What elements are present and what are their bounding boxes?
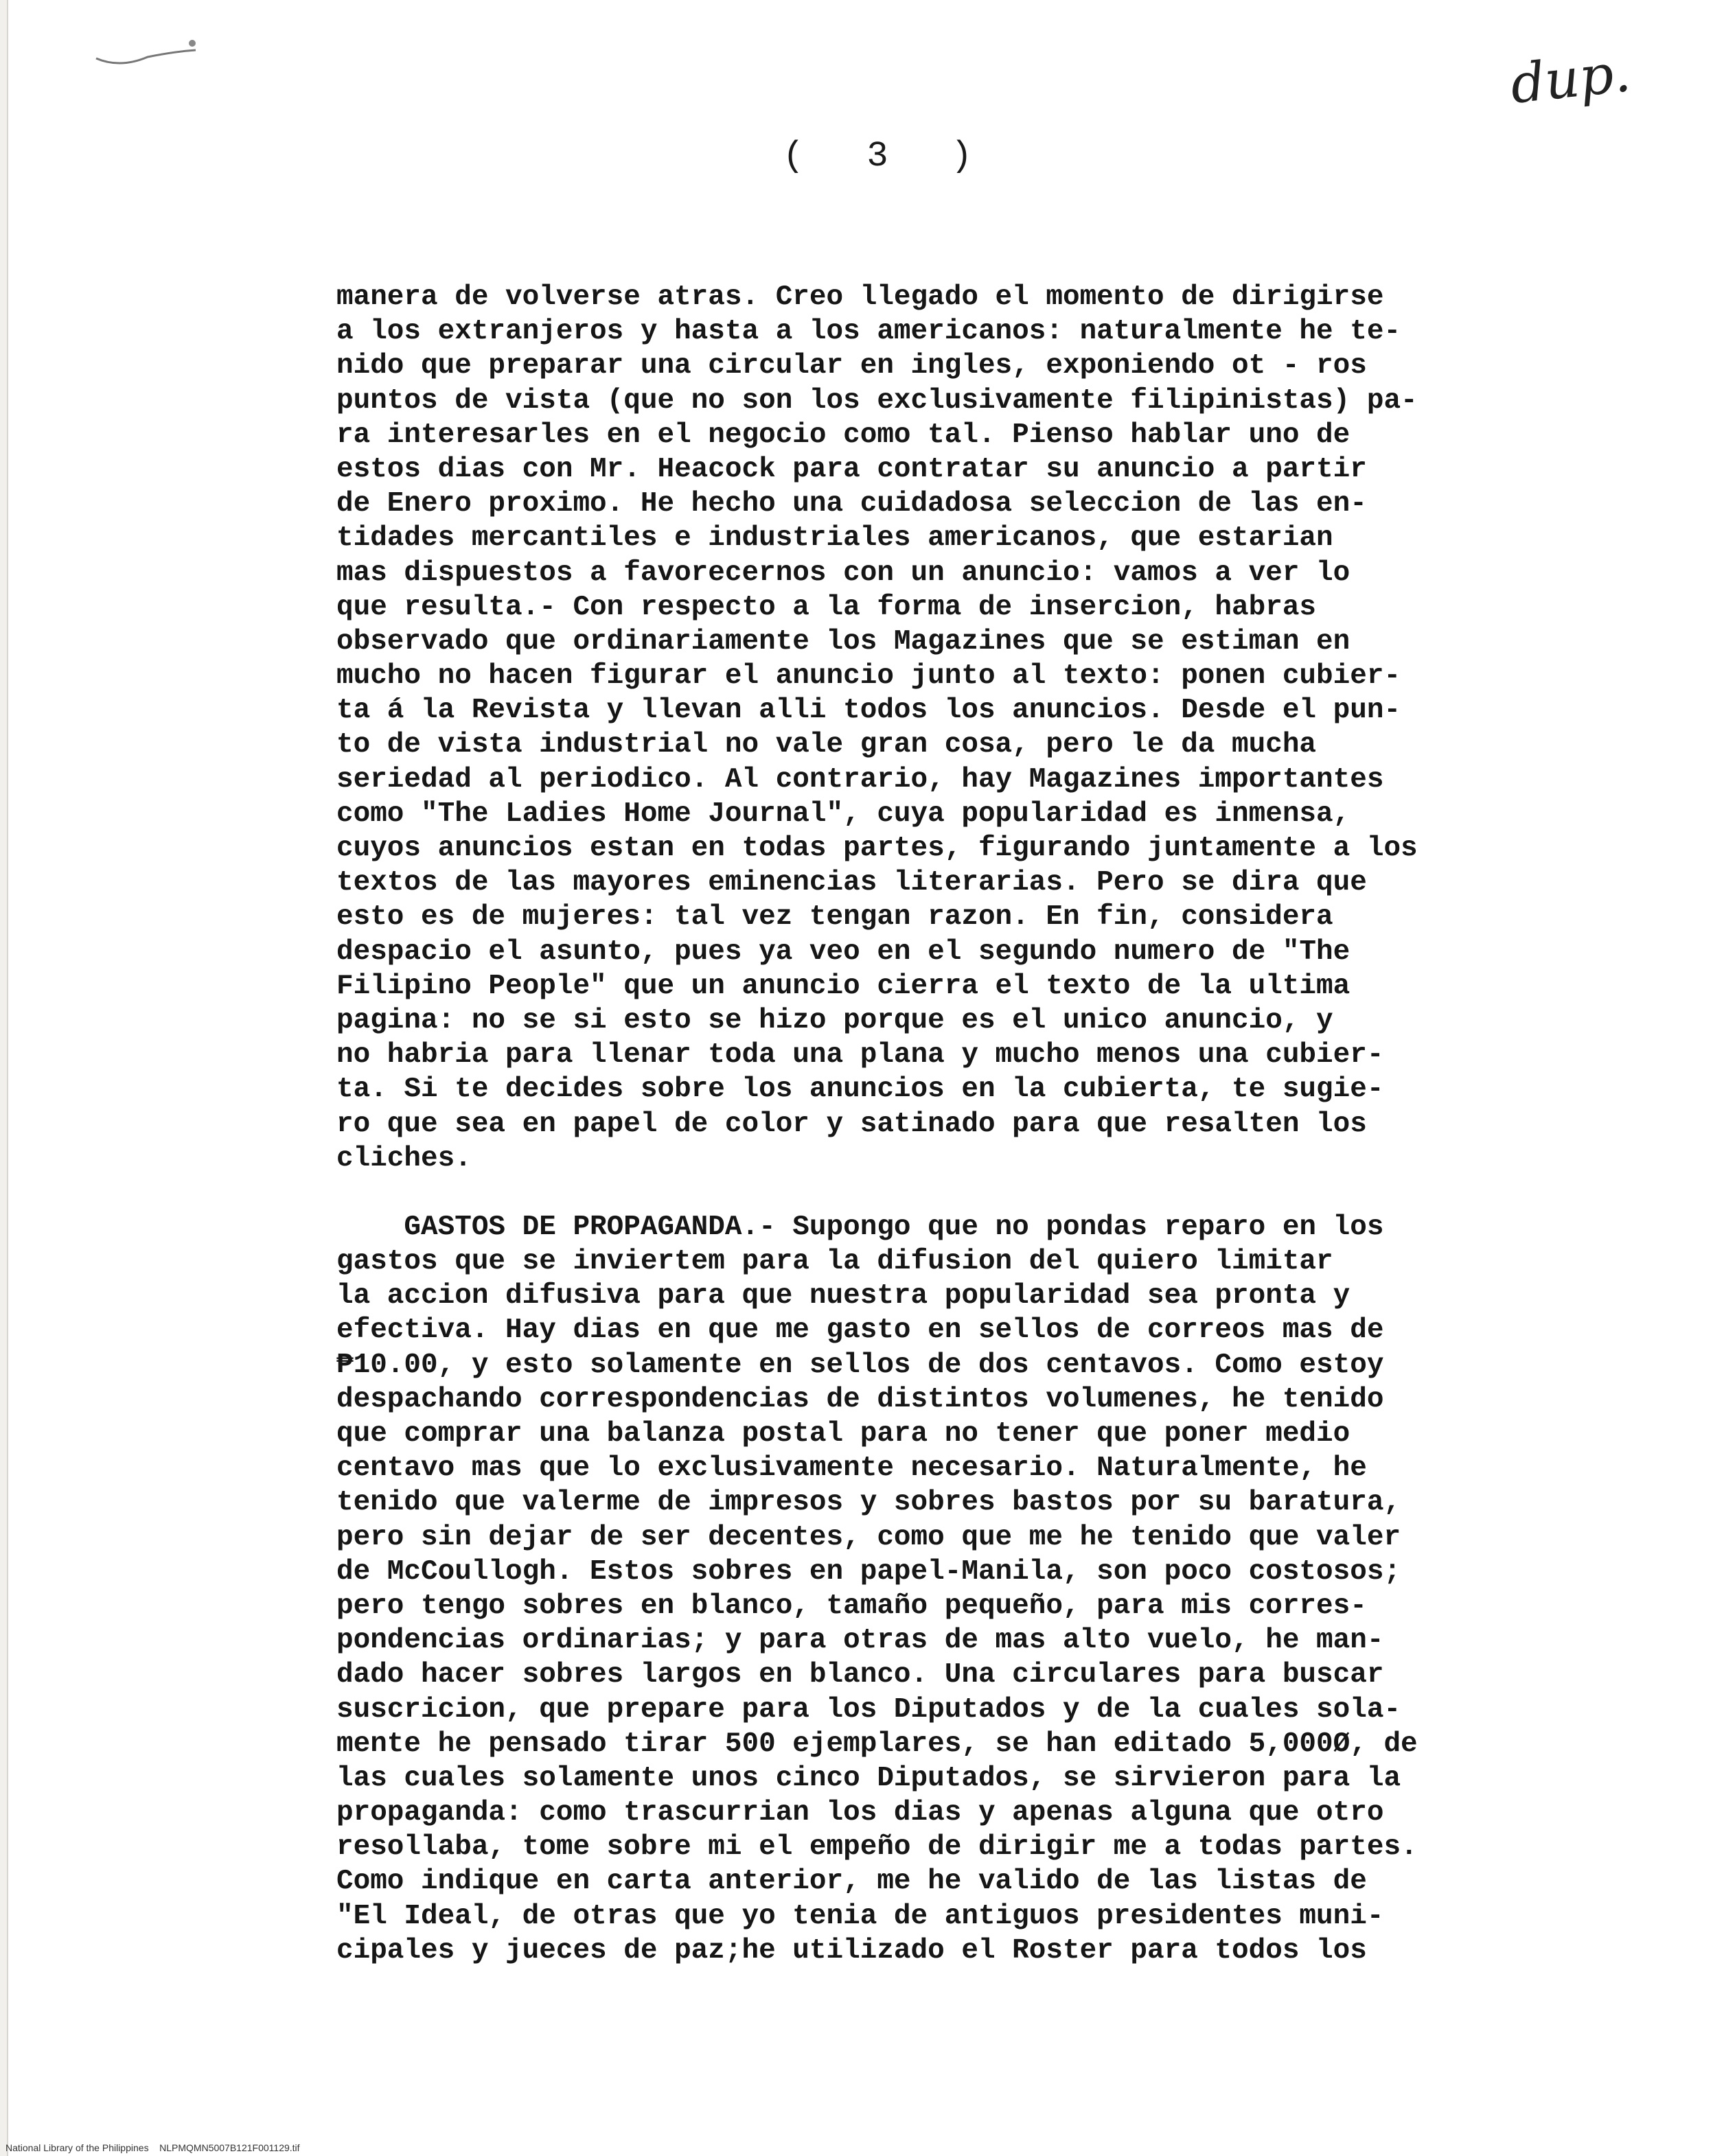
scan-edge [0,0,8,2156]
text-line: de Enero proximo. He hecho una cuidadosa seleccion de las en- [336,488,1367,520]
text-line: puntos de vista (que no son los exclusivamente filipinistas) pa- [336,384,1418,417]
text-line: estos dias con Mr. Heacock para contratar su anuncio a partir [336,453,1367,485]
text-line: observado que ordinariamente los Magazines que se estiman en [336,625,1350,658]
text-line: Filipino People" que un anuncio cierra el texto de la ultima [336,970,1350,1002]
text-line: tidades mercantiles e industriales americanos, que estarian [336,522,1333,555]
text-line: como "The Ladies Home Journal", cuya popularidad es inmensa, [336,798,1350,830]
paragraph-2 [336,1210,1497,1968]
text-line: despachando correspondencias de distintos volumenes, he tenido [336,1383,1384,1415]
text-line: efectiva. Hay dias en que me gasto en sellos de correos mas de [336,1314,1384,1347]
text-line: la accion difusiva para que nuestra popularidad sea pronta y [336,1280,1350,1312]
text-line: que comprar una balanza postal para no tener que poner medio [336,1418,1350,1450]
paragraph-gap [336,1176,1497,1210]
text-line: seriedad al periodico. Al contrario, hay Magazines importantes [336,763,1384,796]
text-line: nido que preparar una circular en ingles, exponiendo ot - ros [336,350,1367,382]
text-line: ta á la Revista y llevan alli todos los anuncios. Desde el pun- [336,695,1401,727]
handwritten-note: dup. [1507,42,1634,116]
footer-file-id: NLPMQMN5007B121F001129.tif [159,2142,300,2153]
text-line: ro que sea en papel de color y satinado para que resalten los [336,1108,1367,1140]
text-line: suscricion, que prepare para los Diputados y de la cuales sola- [336,1693,1401,1726]
text-line: textos de las mayores eminencias literarias. Pero se dira que [336,867,1367,899]
text-line: cliches. [336,1142,472,1174]
text-line: pero tengo sobres en blanco, tamaño pequeño, para mis corres- [336,1590,1367,1622]
text-line: que resulta.- Con respecto a la forma de insercion, habras [336,591,1317,623]
text-line: gastos que se inviertem para la difusion del quiero limitar [336,1246,1333,1278]
text-line: cipales y jueces de paz;he utilizado el Roster para todos los [336,1934,1367,1967]
text-line: resollaba, tome sobre mi el empeño de dirigir me a todas partes. [336,1831,1418,1864]
text-line: mas dispuestos a favorecernos con un anuncio: vamos a ver lo [336,557,1350,589]
paragraph-1 [336,280,1497,1176]
text-line: mente he pensado tirar 500 ejemplares, se han editado 5,000Ø, de [336,1728,1418,1760]
text-line: ta. Si te decides sobre los anuncios en la cubierta, te sugie- [336,1074,1384,1106]
stray-ink-mark [93,31,209,72]
text-line: ra interesarles en el negocio como tal. Pienso hablar uno de [336,419,1350,451]
letter-body [336,280,1497,1968]
text-line: dado hacer sobres largos en blanco. Una circulares para buscar [336,1659,1384,1691]
text-line: cuyos anuncios estan en todas partes, figurando juntamente a los [336,833,1418,864]
text-line: Como indique en carta anterior, me he valido de las listas de [336,1866,1367,1898]
text-line: GASTOS DE PROPAGANDA.- Supongo que no pondas reparo en los [336,1211,1384,1243]
text-line: centavo mas que lo exclusivamente necesario. Naturalmente, he [336,1452,1367,1485]
text-line: pondencias ordinarias; y para otras de mas alto vuelo, he man- [336,1625,1384,1657]
text-line: a los extranjeros y hasta a los americanos: naturalmente he te- [336,316,1401,348]
text-line: despacio el asunto, pues ya veo en el segundo numero de "The [336,936,1350,968]
text-line: ₱10.00, y esto solamente en sellos de dos centavos. Como estoy [336,1349,1384,1381]
text-line: esto es de mujeres: tal vez tengan razon. En fin, considera [336,901,1333,934]
text-line: to de vista industrial no vale gran cosa, pero le da mucha [336,729,1317,761]
text-line: "El Ideal, de otras que yo tenia de antiguos presidentes muni- [336,1900,1384,1932]
scan-footer [5,2142,300,2153]
text-line: no habria para llenar toda una plana y mucho menos una cubier- [336,1039,1384,1071]
text-line: mucho no hacen figurar el anuncio junto al texto: ponen cubier- [336,660,1401,693]
text-line: de McCoullogh. Estos sobres en papel-Manila, son poco costosos; [336,1555,1401,1588]
text-line: pagina: no se si esto se hizo porque es el unico anuncio, y [336,1004,1333,1036]
text-line: tenido que valerme de impresos y sobres bastos por su baratura, [336,1487,1401,1519]
text-line: las cuales solamente unos cinco Diputados, se sirvieron para la [336,1762,1401,1794]
text-line: propaganda: como trascurrian los dias y apenas alguna que otro [336,1797,1384,1829]
text-line: pero sin dejar de ser decentes, como que me he tenido que valer [336,1521,1401,1553]
footer-institution: National Library of the Philippines [5,2142,149,2153]
page-number: ( 3 ) [783,136,993,176]
text-line: manera de volverse atras. Creo llegado el momento de dirigirse [336,281,1384,313]
